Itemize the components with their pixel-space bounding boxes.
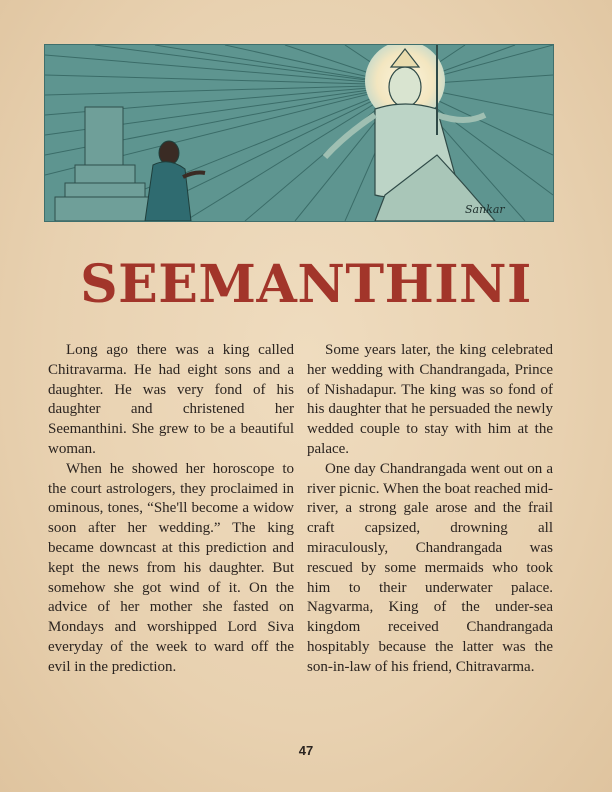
paragraph: One day Chandrangada went out on a river picnic. When the boat reached mid-river, a strong gale arose and the frail craft capsized, drowning all miraculously, Chandrangada was rescued by some mermaids who took him to their underwater palace. Nagvarma, King of the under-sea kingdom received Chandrangada hospitably because the latter was the son-in-law of his friend, Chitravarma.: [307, 460, 553, 675]
right-column: [307, 341, 553, 678]
paragraph: Long ago there was a king called Chitravarma. He had eight sons and a daughter. He was very fond of his daughter and christened her Seemanthini. She grew to be a beautiful woman.: [48, 342, 294, 457]
page-number: 47: [298, 743, 314, 758]
artist-signature: Sankar: [465, 203, 505, 216]
paragraph: Some years later, the king celebrated her wedding with Chandrangada, Prince of Nishadapur. The king was so fond of his daughter that he persuaded the newly wedded couple to stay with him at the palace.: [307, 342, 553, 457]
left-column: [48, 341, 294, 678]
story-illustration: [44, 44, 554, 222]
story-title: SEEMANTHINI: [80, 254, 532, 315]
paragraph: When he showed her horoscope to the court astrologers, they proclaimed in ominous, tones, “She'll become a widow soon after her wedding.” The king became downcast at this prediction and kept the news from his daughter. But somehow she got wind of it. On the advice of her mother she fasted on Mondays and worshipped Lord Siva everyday of the week to ward off the evil in the prediction.: [48, 460, 294, 675]
